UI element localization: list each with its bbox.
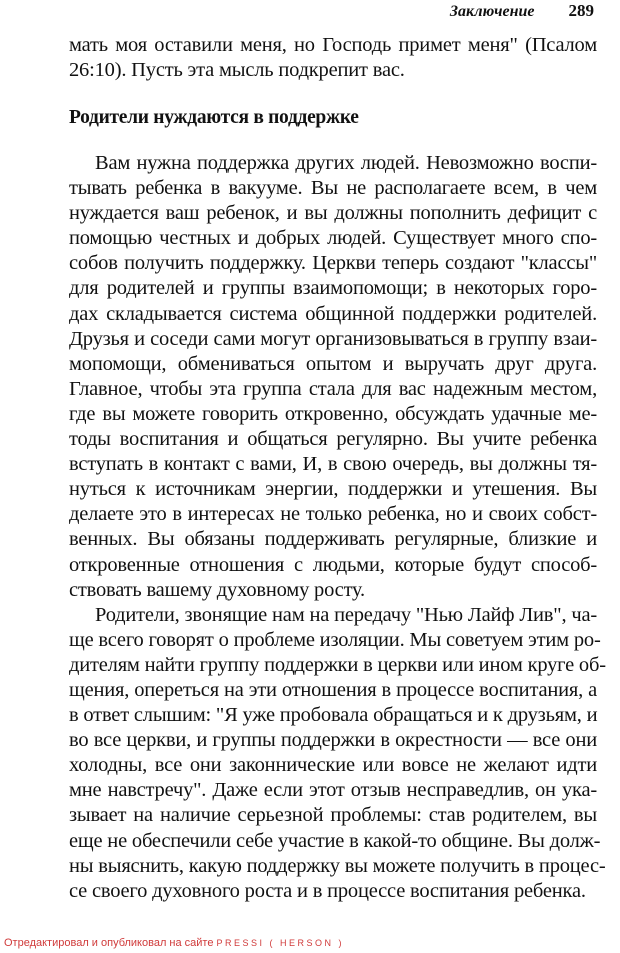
- text-line: собов получить поддержку. Церкви теперь создают "классы": [69, 252, 597, 275]
- running-title: Заключение: [449, 3, 535, 20]
- text-line: делаете это в интересах не только ребенка, но и своих собст-: [69, 503, 597, 526]
- text-line: дах складывается система общинной поддержки родителей.: [69, 302, 597, 325]
- text-line: се своего духовного роста и в процессе воспитания ребенка.: [69, 879, 586, 902]
- page-header: [450, 1, 594, 25]
- text-line: тоды воспитания и общаться регулярно. Вы учите ребенка: [69, 428, 597, 451]
- text-line: в ответ слышим: "Я уже пробовала обращаться и к друзьям, и: [69, 704, 598, 727]
- page-number: 289: [568, 1, 594, 20]
- text-line: вступать в контакт с вами, И, в свою очередь, вы должны тя-: [69, 453, 597, 476]
- text-line: откровенные отношения с людьми, которые будут способ-: [69, 553, 597, 576]
- text-line: ще всего говорят о проблеме изоляции. Мы советуем этим ро-: [69, 628, 601, 651]
- text-line: ствовать вашему духовному росту.: [69, 578, 365, 601]
- text-line: ны выяснить, какую поддержку вы можете получить в процес-: [69, 854, 606, 877]
- text-line: 26:10). Пусть эта мысль подкрепит вас.: [69, 59, 405, 82]
- text-line: нуждается ваш ребенок, и вы должны пополнить дефицит с: [69, 202, 597, 225]
- text-line: где вы можете говорить откровенно, обсуждать удачные ме-: [69, 402, 597, 425]
- section-heading: Родители нуждаются в поддержке: [69, 107, 359, 128]
- text-line: мне навстречу". Даже если этот отзыв несправедлив, он ука-: [69, 779, 597, 802]
- footer-credit: [4, 937, 344, 949]
- text-line: мать моя оставили меня, но Господь примет меня" (Псалом: [69, 34, 597, 56]
- paragraph-1: [69, 151, 597, 603]
- text-line: Родители, звонящие нам на передачу "Нью Лайф Лив", ча-: [95, 603, 597, 626]
- footer-credit-text: Отредактировал и опубликовал на сайте: [4, 937, 214, 949]
- text-line: еще не обеспечили себе участие в какой-то общине. Вы долж-: [69, 829, 601, 852]
- text-line: холодны, все они законнические или вовсе не желают идти: [69, 754, 597, 777]
- text-line: Вам нужна поддержка других людей. Невозможно воспи-: [95, 152, 597, 174]
- text-line: тывать ребенка в вакууме. Вы не располагаете всем, в чем: [69, 177, 597, 200]
- text-line: Друзья и соседи сами могут организовываться в группу взаи-: [69, 327, 597, 350]
- text-line: нуться к источникам энергии, поддержки и утешения. Вы: [69, 478, 597, 501]
- text-line: мопомощи, обмениваться опытом и выручать друг друга.: [69, 352, 597, 375]
- footer-site-mark: PRESSI ( HERSON ): [216, 938, 345, 948]
- text-line: во все церкви, и группы поддержки в окрестности — все они: [69, 729, 597, 752]
- paragraph-2: [69, 603, 606, 904]
- text-line: помощью честных и добрых людей. Существует много спо-: [69, 227, 597, 250]
- text-line: для родителей и группы взаимопомощи; в некоторых горо-: [69, 277, 597, 300]
- text-line: дителям найти группу поддержки в церкви или ином круге об-: [69, 653, 606, 676]
- text-line: зывает на наличие серьезной проблемы: став родителем, вы: [69, 804, 597, 827]
- intro-text: [69, 33, 597, 83]
- text-line: щения, опереться на эти отношения в процессе воспитания, а: [69, 678, 597, 701]
- section-body: [69, 151, 606, 904]
- text-line: Главное, чтобы эта группа стала для вас надежным местом,: [69, 377, 597, 400]
- text-line: венных. Вы обязаны поддерживать регулярные, близкие и: [69, 528, 597, 551]
